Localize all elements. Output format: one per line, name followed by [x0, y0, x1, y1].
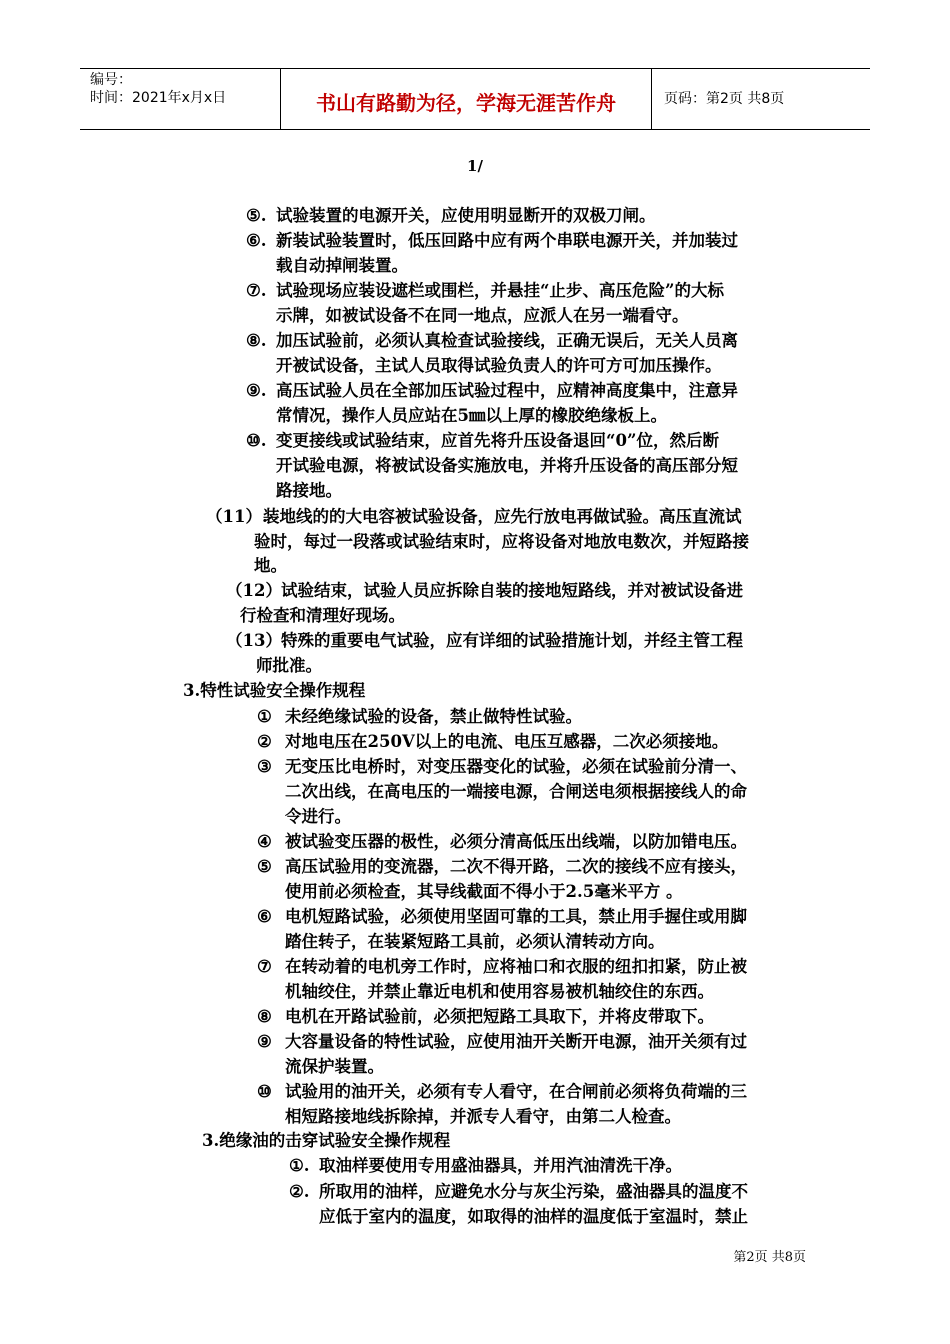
list-marker: ⑩. [246, 431, 267, 450]
list-item-line: 开试验电源，将被试设备实施放电，并将升压设备的高压部分短 [276, 456, 738, 475]
list-item-line: 相短路接地线拆除掉，并派专人看守，由第二人检查。 [285, 1107, 681, 1126]
list-item-line: 踏住转子，在装紧短路工具前，必须认清转动方向。 [285, 932, 665, 951]
list-item-line: 应低于室内的温度，如取得的油样的温度低于室温时，禁止 [319, 1207, 748, 1226]
list-marker: ② [257, 732, 272, 751]
list-marker: ⑧. [246, 331, 267, 350]
header-info-cell [80, 69, 281, 129]
list-marker: ⑨ [257, 1032, 272, 1051]
document-time-label: 时间：2021年x月x日 [90, 90, 227, 106]
page-number: 1/ [467, 157, 483, 175]
list-item-line: 示牌，如被试设备不在同一地点，应派人在另一端看守。 [276, 306, 689, 325]
list-marker: ① [257, 707, 272, 726]
list-marker: （12）. [226, 581, 288, 600]
list-item-line: 流保护装置。 [285, 1057, 384, 1076]
list-item-line: 载自动掉闸装置。 [276, 256, 408, 275]
list-marker: ⑥. [246, 231, 267, 250]
list-item-line: 高压试验人员在全部加压试验过程中，应精神高度集中，注意异 [276, 381, 738, 400]
header-page-label: 页码：第2页 共8页 [664, 91, 785, 107]
list-item-line: 无变压比电桥时，对变压器变化的试验，必须在试验前分清一、 [285, 757, 747, 776]
list-item-line: 大容量设备的特性试验，应使用油开关断开电源，油开关须有过 [285, 1032, 747, 1051]
list-marker: ⑨. [246, 381, 267, 400]
list-item-line: 试验结束，试验人员应拆除自装的接地短路线，并对被试设备进 [281, 581, 743, 600]
list-item-line: 高压试验用的变流器，二次不得开路，二次的接线不应有接头， [285, 857, 747, 876]
list-item-line: 试验现场应装设遮栏或围栏，并悬挂“止步、高压危险”的大标 [276, 281, 724, 300]
list-item-line: 所取用的油样，应避免水分与灰尘污染，盛油器具的温度不 [319, 1182, 748, 1201]
list-item-line: 电机短路试验，必须使用坚固可靠的工具，禁止用手握住或用脚 [285, 907, 747, 926]
footer-page-label: 第2页 共8页 [733, 1250, 806, 1265]
list-item-line: 被试验变压器的极性，必须分清高低压出线端，以防加错电压。 [285, 832, 747, 851]
list-item-line: 装地线的的大电容被试验设备，应先行放电再做试验。高压直流试 [263, 507, 742, 526]
list-item-line: 加压试验前，必须认真检查试验接线，正确无误后，无关人员离 [276, 331, 738, 350]
list-item-line: 行检查和清理好现场。 [240, 606, 405, 625]
list-item-line: 试验装置的电源开关，应使用明显断开的双极刀闸。 [276, 206, 656, 225]
list-marker: ①. [289, 1156, 310, 1175]
list-marker: ⑤ [257, 857, 272, 876]
list-marker: ⑥ [257, 907, 272, 926]
list-marker: ⑧ [257, 1007, 272, 1026]
list-marker: ⑦. [246, 281, 267, 300]
header-motto: 书山有路勤为径，学海无涯苦作舟 [316, 91, 616, 115]
list-item-line: 师批准。 [256, 656, 322, 675]
header-table [80, 68, 870, 130]
list-item-line: 机轴绞住，并禁止靠近电机和使用容易被机轴绞住的东西。 [285, 982, 714, 1001]
list-marker: ⑤. [246, 206, 267, 225]
list-marker: ⑩ [257, 1082, 272, 1101]
header-motto-cell [281, 69, 652, 129]
document-number-label: 编号： [90, 72, 132, 88]
list-item-line: 地。 [254, 556, 287, 575]
list-marker: ②. [289, 1182, 310, 1201]
list-item-line: 在转动着的电机旁工作时，应将袖口和衣服的纽扣扣紧，防止被 [285, 957, 747, 976]
list-item-line: 特殊的重要电气试验，应有详细的试验措施计划，并经主管工程 [281, 631, 743, 650]
list-marker: ④ [257, 832, 272, 851]
list-item-line: 未经绝缘试验的设备，禁止做特性试验。 [285, 707, 582, 726]
list-item-line: 开被试设备，主试人员取得试验负责人的许可方可加压操作。 [276, 356, 722, 375]
list-item-line: 使用前必须检查，其导线截面不得小于2.5毫米平方 。 [285, 882, 683, 901]
list-item-line: 取油样要使用专用盛油器具，并用汽油清洗干净。 [319, 1156, 682, 1175]
list-item-line: 试验用的油开关，必须有专人看守，在合闸前必须将负荷端的三 [285, 1082, 747, 1101]
list-item-line: 对地电压在250V以上的电流、电压互感器，二次必须接地。 [285, 732, 729, 751]
list-item-line: 常情况，操作人员应站在5㎜以上厚的橡胶绝缘板上。 [276, 406, 667, 425]
list-marker: ⑦ [257, 957, 272, 976]
section-title: 3.特性试验安全操作规程 [183, 681, 366, 700]
list-marker: （11）. [206, 507, 268, 526]
list-item-line: 验时，每过一段落或试验结束时，应将设备对地放电数次，并短路接 [254, 532, 749, 551]
list-item-line: 新装试验装置时，低压回路中应有两个串联电源开关，并加装过 [276, 231, 738, 250]
list-item-line: 令进行。 [285, 807, 351, 826]
list-item-line: 电机在开路试验前，必须把短路工具取下，并将皮带取下。 [285, 1007, 714, 1026]
list-marker: （13）. [226, 631, 288, 650]
header-page-cell [652, 69, 870, 129]
list-item-line: 路接地。 [276, 481, 342, 500]
section-title: 3.绝缘油的击穿试验安全操作规程 [202, 1131, 451, 1150]
list-item-line: 变更接线或试验结束，应首先将升压设备退回“0”位，然后断 [276, 431, 719, 450]
list-marker: ③ [257, 757, 272, 776]
list-item-line: 二次出线，在高电压的一端接电源，合闸送电须根据接线人的命 [285, 782, 747, 801]
